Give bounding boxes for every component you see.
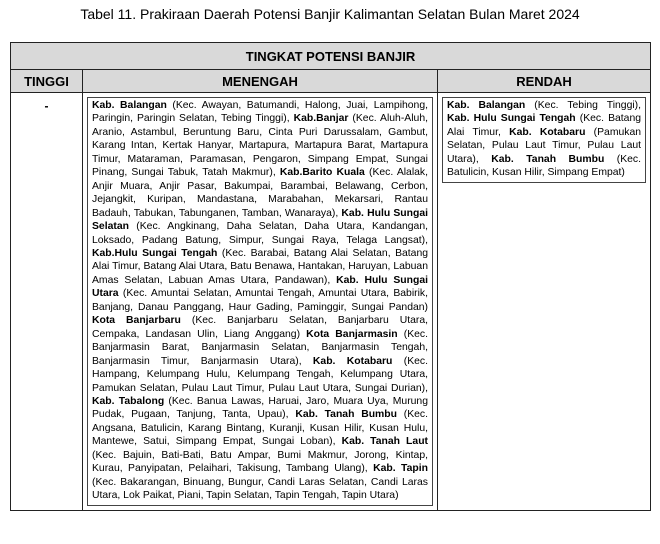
region-name: Kab. Kotabaru: [312, 355, 393, 367]
region-name: Kab. Kotabaru: [509, 126, 586, 138]
region-name: Kota Banjarbaru: [92, 315, 181, 327]
region-name: Kota Banjarmasin: [306, 328, 398, 340]
group-header: TINGKAT POTENSI BANJIR: [11, 43, 651, 70]
region-name: Kab. Hulu Sungai Tengah: [447, 113, 576, 125]
region-name: Kab.Hulu Sungai Tengah: [92, 247, 218, 259]
column-header-rendah: RENDAH: [438, 70, 651, 93]
region-districts: (Kec. Awayan, Batumandi, Halong, Juai, Lampihong, Paringin, Paringin Selatan, Tebing Tinggi),: [92, 100, 429, 125]
region-name: Kab. Balangan: [447, 100, 526, 111]
region-districts: (Kec. Tebing Tinggi),: [525, 100, 642, 111]
region-districts: (Kec. Batulicin, Kusan Hilir, Simpang Empat): [447, 153, 642, 179]
region-districts: (Kec. Angkinang, Daha Selatan, Daha Utara, Kandangan, Loksado, Padang Batung, Simpur, Sungai Raya, Telaga Langsat),: [92, 221, 428, 246]
region-districts: (Kec. Barabai, Batang Alai Selatan, Batang Alai Timur, Batang Alai Utara, Batu Benawa, Hantakan, Haruyan, Labuan Amas Selatan, Labuan Amas Utara, Pandawan),: [92, 247, 428, 286]
region-districts: (Kec. Banjarmasin Barat, Banjarmasin Selatan, Banjarmasin Tengah, Banjarmasin Timur, Banjarmasin Utara),: [92, 328, 428, 367]
menengah-cell: [83, 93, 438, 511]
region-name: Kab. Tanah Bumbu: [295, 409, 397, 421]
column-header-menengah: MENENGAH: [83, 70, 438, 93]
region-districts: (Pamukan Selatan, Pulau Laut Timur, Pulau Laut Utara),: [447, 126, 642, 165]
table-caption: Tabel 11. Prakiraan Daerah Potensi Banjir Kalimantan Selatan Bulan Maret 2024: [80, 6, 580, 22]
region-name: Kab. Tabalong: [92, 395, 165, 407]
flood-potential-table: [10, 42, 651, 511]
region-name: Kab. Tapin: [373, 463, 428, 475]
column-header-tinggi: TINGGI: [11, 70, 83, 93]
rendah-text: [442, 97, 646, 183]
region-name: Kab. Tanah Bumbu: [491, 153, 605, 165]
tinggi-cell: -: [11, 93, 83, 511]
region-districts: (Kec. Amuntai Selatan, Amuntai Tengah, Amuntai Utara, Babirik, Banjang, Danau Panggang, Haur Gading, Paminggir, Sungai Pandan): [92, 288, 428, 313]
region-name: Kab. Hulu Sungai Selatan: [92, 207, 428, 233]
region-name: Kab. Tanah Laut: [341, 436, 428, 448]
region-name: Kab. Hulu Sungai Utara: [92, 274, 428, 300]
region-districts: (Kec. Batang Alai Timur,: [447, 113, 642, 138]
rendah-cell: [438, 93, 651, 511]
region-districts: (Kec. Bajuin, Bati-Bati, Batu Ampar, Bumi Makmur, Jorong, Kintap, Kurau, Panyipatan, Pelaihari, Takisung, Tambang Ulang),: [92, 449, 428, 475]
region-districts: (Kec. Banua Lawas, Haruai, Jaro, Muara Uya, Murung Pudak, Pugaan, Tanjung, Tanta, Upau),: [92, 395, 428, 421]
region-name: Kab.Barito Kuala: [279, 167, 365, 179]
region-name: Kab. Balangan: [92, 100, 167, 111]
region-districts: (Kec. Hampang, Kelumpang Hulu, Kelumpang Tengah, Kelumpang Utara, Pamukan Selatan, Pulau Laut Timur, Pulau Laut Utara, Sungai Durian),: [92, 355, 428, 394]
region-districts: (Kec. Banjarbaru Selatan, Banjarbaru Utara, Cempaka, Landasan Ulin, Liang Anggang): [92, 315, 428, 340]
menengah-text: [87, 97, 433, 506]
region-districts: (Kec. Alalak, Anjir Muara, Anjir Pasar, Bakumpai, Barambai, Belawang, Cerbon, Jejangkit, Kuripan, Mandastana, Marabahan, Mekarsari, Rantau Badauh, Tabukan, Tabunganen, Tamban, Wanaraya),: [92, 167, 429, 219]
region-districts: (Kec. Bakarangan, Binuang, Bungur, Candi Laras Selatan, Candi Laras Utara, Lok Paikat, Piani, Tapin Selatan, Tapin Tengah, Tapin Utara): [92, 476, 428, 502]
region-districts: (Kec. Aluh-Aluh, Aranio, Astambul, Beruntung Baru, Cinta Puri Darussalam, Gambut, Karang Intan, Kertak Hanyar, Martapura, Martapura Barat, Martapura Timur, Mataraman, Paramasan, Pengaron, Simpang Empat, Sungai Pinang, Sungai Tabuk, Tatah Makmur),: [92, 113, 428, 179]
region-name: Kab.Banjar: [293, 113, 349, 125]
region-districts: (Kec. Angsana, Batulicin, Karang Bintang, Kuranji, Kusan Hilir, Kusan Hulu, Mantewe, Satui, Simpang Empat, Sungai Loban),: [92, 409, 429, 448]
